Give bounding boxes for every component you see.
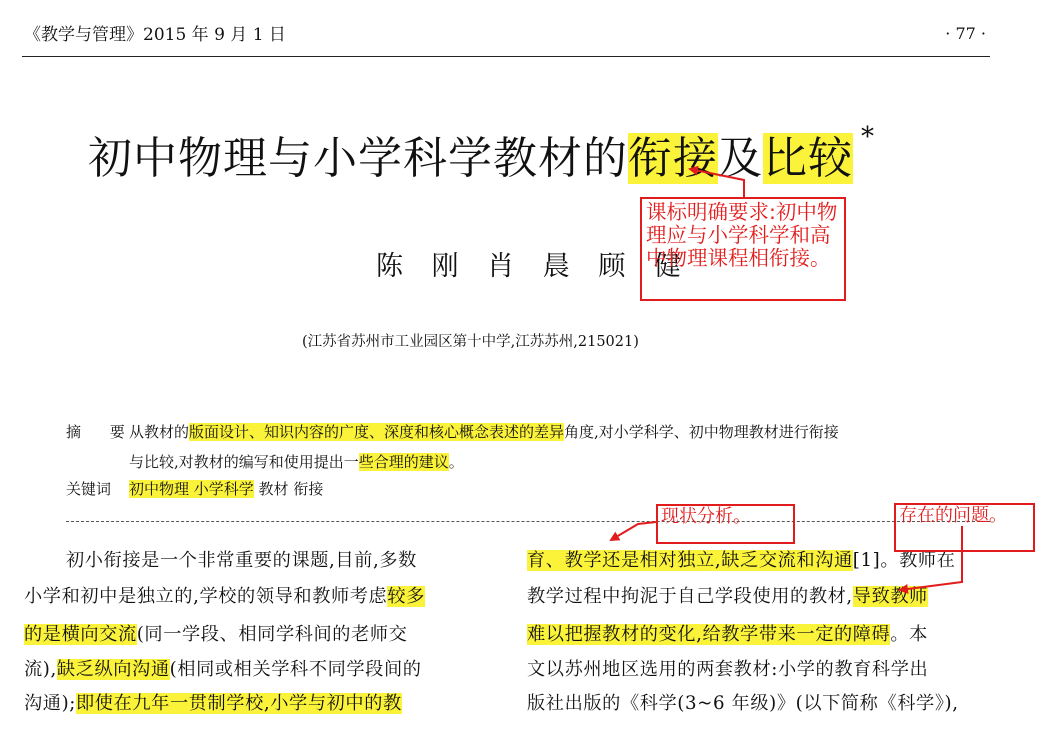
body-highlight: 即使在九年一贯制学校,小学与初中的教 (76, 693, 402, 714)
abstract-text: 角度,对小学科学、初中物理教材进行衔接 (564, 423, 839, 441)
keywords-highlight: 初中物理 小学科学 (129, 480, 254, 498)
authors: 陈 刚 肖 晨 顾 健 (376, 251, 691, 282)
body-text: 。本 (890, 624, 928, 645)
body-highlight: 的是横向交流 (24, 624, 137, 645)
abstract-highlight: 版面设计、知识内容的广度、深度和核心概念表述的差异 (189, 423, 565, 441)
title-highlight-connection: 衔接 (628, 133, 718, 184)
abstract-text: 与比较,对教材的编写和使用提出一 (129, 453, 359, 471)
title-text-and: 及 (718, 133, 763, 184)
body-highlight: 育、教学还是相对独立,缺乏交流和沟通 (527, 550, 853, 571)
title-highlight-comparison: 比较 (763, 133, 853, 184)
body-text: 沟通); (24, 693, 76, 714)
body-highlight: 难以把握教材的变化,给教学带来一定的障碍 (527, 624, 891, 645)
body-text: 小学和初中是独立的,学校的领导和教师考虑 (24, 586, 388, 607)
page-number: · 77 · (945, 24, 986, 43)
arrow-to-title (690, 169, 744, 197)
body-text: 流), (24, 659, 57, 680)
body-highlight: 较多 (387, 586, 425, 607)
abstract-label: 摘 要 (66, 423, 137, 441)
title-text: 初中物理与小学科学教材的 (88, 133, 628, 184)
body-text: 版社出版的《科学(3~6 年级)》(以下简称《科学》), (527, 693, 959, 714)
body-text: [1]。教师在 (852, 550, 956, 571)
body-text: 初小衔接是一个非常重要的课题,目前,多数 (66, 550, 417, 571)
affiliation: (江苏省苏州市工业园区第十中学,江苏苏州,215021) (302, 334, 639, 350)
abstract-text: 从教材的 (129, 423, 190, 441)
annotation-status-note: 现状分析。 (656, 504, 795, 544)
body-text: (相同或相关学科不同学段间的 (169, 659, 422, 680)
abstract-text: 。 (448, 453, 464, 471)
body-text: 文以苏州地区选用的两套教材:小学的教育科学出 (527, 659, 929, 680)
arrow-to-status (611, 522, 656, 540)
abstract-highlight: 些合理的建议 (358, 453, 449, 471)
title-footnote-mark: * (861, 122, 875, 152)
annotation-problem-note: 存在的问题。 (894, 503, 1035, 552)
body-highlight: 导致教师 (852, 586, 928, 607)
running-head: 《教学与管理》2015 年 9 月 1 日 (24, 25, 286, 45)
body-highlight: 缺乏纵向沟通 (56, 659, 170, 680)
keywords-label: 关键词 (66, 480, 112, 498)
keywords-text: 教材 衔接 (253, 480, 324, 498)
body-text: (同一学段、相同学科间的老师交 (136, 624, 408, 645)
body-text: 教学过程中拘泥于自己学段使用的教材, (527, 586, 853, 607)
annotation-standard-note: 课标明确要求:初中物理应与小学科学和高中物理课程相衔接。 (640, 197, 846, 301)
